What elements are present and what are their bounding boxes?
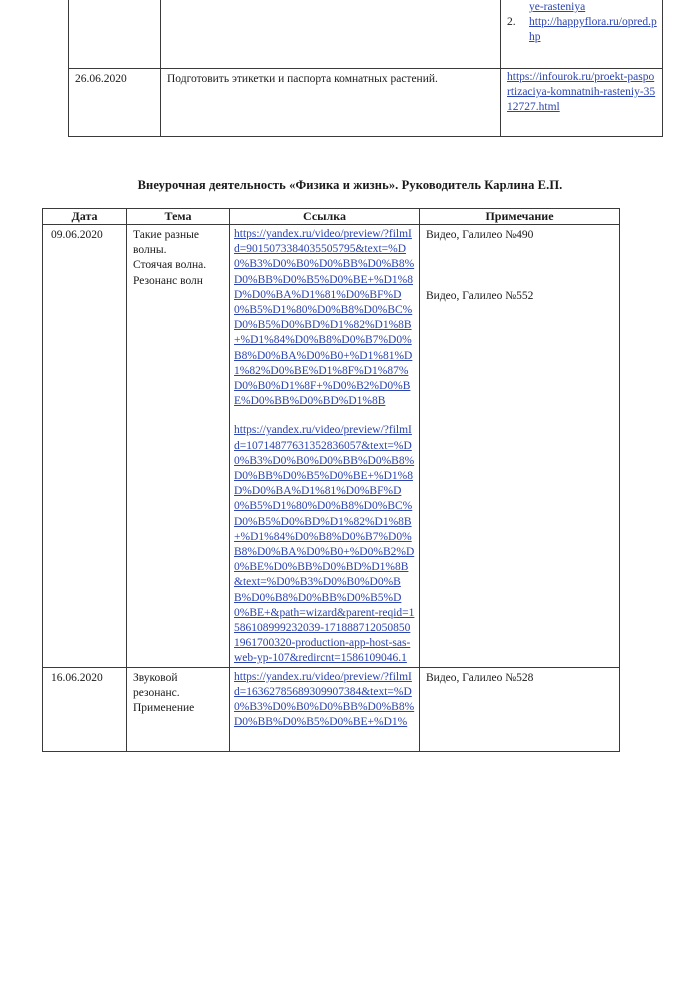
link[interactable]: ye-rasteniya bbox=[529, 1, 586, 13]
links-list bbox=[507, 0, 658, 45]
note-text: Видео, Галилео №490 bbox=[426, 229, 534, 241]
date-cell: 09.06.2020 bbox=[43, 225, 127, 668]
date-cell: 16.06.2020 bbox=[43, 667, 127, 751]
links-cell bbox=[501, 69, 663, 137]
link[interactable]: https://infourok.ru/proekt-pasportizaciya-komnatnih-rasteniy-3512727.html bbox=[507, 71, 656, 113]
note-cell bbox=[420, 225, 620, 668]
video-link[interactable]: https://yandex.ru/video/preview/?filmId=10714877631352836057&text=%D0%B3%D0%B0%D0%BB%D0%B8%D0%BB%D0%B5%D0%BE+%D1%8D%D0%BA%D1%81%D0%BF%D0%B5%D1%80%D0%B8%D0%BC%D0%B5%D0%BD%D1%82%D1%8B+%D1%84%D0%B8%D0%B7%D0%B8%D0%BA%D0%B0+%D0%B2%D0%BE%D0%BB%D0%BD%D1%8B&text=%D0%B3%D0%B0%D0%BB%D0%B8%D0%BB%D0%B5%D0%BE+&path=wizard&parent-reqid=1586108999232039-1718887120508501961700320-production-app-host-sas-web-yp-107&redircnt=1586109046.1 bbox=[234, 424, 415, 665]
theme-line: Такие разные волны. bbox=[133, 229, 199, 257]
links-cell bbox=[501, 0, 663, 69]
note-cell bbox=[420, 667, 620, 751]
task-cell: Подготовить этикетки и паспорта комнатных растений. bbox=[161, 69, 501, 137]
column-header-theme: Тема bbox=[127, 209, 230, 225]
video-link[interactable]: https://yandex.ru/video/preview/?filmId=9015073384035505795&text=%D0%B3%D0%B0%D0%BB%D0%B8%D0%BB%D0%B5%D0%BE+%D1%8D%D0%BA%D1%81%D0%BF%D0%B5%D1%80%D0%B8%D0%BC%D0%B5%D0%BD%D1%82%D1%8B+%D1%84%D0%B8%D0%B7%D0%B8%D0%BA%D0%B0+%D1%81%D1%82%D0%BE%D1%8F%D1%87%D0%B0%D1%8F+%D0%B2%D0%BE%D0%BB%D0%BD%D1%8B bbox=[234, 228, 415, 408]
table-row bbox=[69, 0, 663, 69]
column-header-note: Примечание bbox=[420, 209, 620, 225]
section-heading: Внеурочная деятельность «Физика и жизнь». Руководитель Карлина Е.П. bbox=[137, 178, 563, 192]
table-row bbox=[43, 667, 620, 751]
theme-line: Применение bbox=[133, 702, 195, 715]
table-row bbox=[69, 69, 663, 137]
previous-plan-table bbox=[68, 0, 663, 137]
column-header-link: Ссылка bbox=[230, 209, 420, 225]
theme-cell bbox=[127, 667, 230, 751]
schedule-table bbox=[42, 208, 620, 752]
list-number: 2. bbox=[507, 16, 516, 28]
task-cell bbox=[161, 0, 501, 69]
theme-line: Резонанс волн bbox=[133, 274, 203, 287]
date-cell bbox=[69, 0, 161, 69]
table-row bbox=[43, 225, 620, 668]
list-item bbox=[507, 15, 658, 45]
list-item bbox=[507, 0, 658, 15]
video-link[interactable]: https://yandex.ru/video/preview/?filmId=16362785689309907384&text=%D0%B3%D0%B0%D0%BB%D0%B8%D0%BB%D0%B5%D0%BE+%D1% bbox=[234, 670, 415, 729]
theme-cell bbox=[127, 225, 230, 668]
date-cell: 26.06.2020 bbox=[69, 69, 161, 137]
theme-line: Звуковой резонанс. bbox=[133, 671, 180, 699]
note-text: Видео, Галилео №528 bbox=[426, 671, 534, 684]
link-cell bbox=[230, 667, 420, 751]
column-header-date: Дата bbox=[43, 209, 127, 225]
link[interactable]: http://happyflora.ru/opred.php bbox=[529, 16, 657, 43]
theme-line: Стоячая волна. bbox=[133, 259, 207, 272]
note-text: Видео, Галилео №552 bbox=[426, 290, 534, 303]
list-number bbox=[507, 0, 529, 15]
table-header-row bbox=[43, 209, 620, 225]
link-cell bbox=[230, 225, 420, 668]
